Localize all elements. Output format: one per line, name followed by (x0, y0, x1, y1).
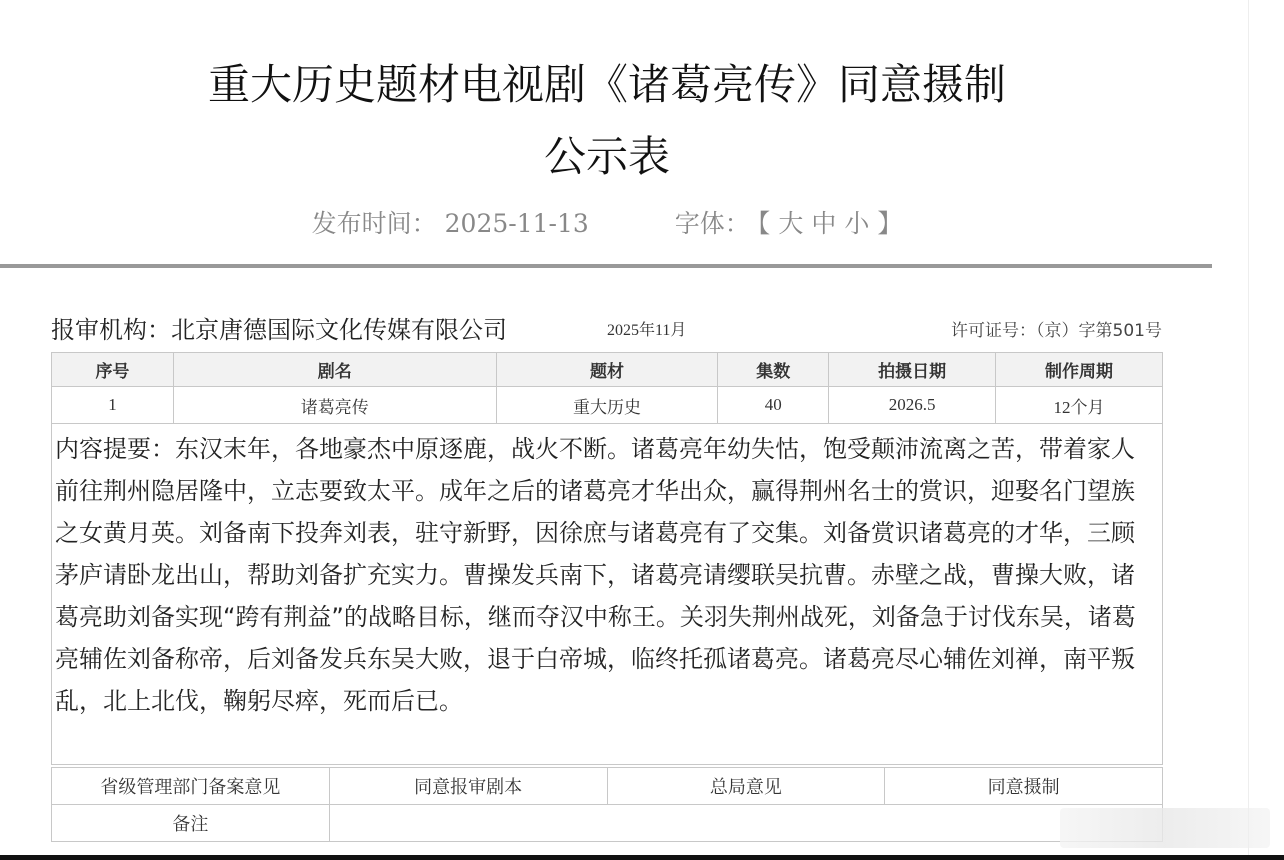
header-cell: 制作周期 (996, 353, 1163, 387)
header-cell: 剧名 (173, 353, 496, 387)
table-header-row (52, 353, 1163, 387)
font-bracket-close: 】 (877, 209, 903, 238)
table-row (52, 768, 1163, 805)
font-small-link[interactable]: 小 (844, 209, 870, 238)
license-number: 许可证号：（京）字第501号 (951, 321, 1162, 341)
publish-date: 2025-11-13 (444, 209, 589, 238)
font-bracket-open: 【 (757, 209, 771, 238)
publish-label: 发布时间： (311, 209, 437, 238)
submitting-organization: 报审机构：北京唐德国际文化传媒有限公司 (51, 316, 507, 344)
table-cell: 1 (52, 387, 174, 424)
table-cell: 2026.5 (829, 387, 996, 424)
approval-table (51, 352, 1163, 765)
meta-line (0, 204, 1214, 240)
font-large-link[interactable]: 大 (778, 209, 804, 238)
remarks-value (329, 805, 1162, 842)
bureau-value: 同意摄制 (885, 768, 1163, 805)
submission-month: 2025年11月 (607, 322, 687, 339)
content-summary: 内容提要：东汉末年，各地豪杰中原逐鹿，战火不断。诸葛亮年幼失怙，饱受颠沛流离之苦，带着家人前往荆州隐居隆中，立志要致太平。成年之后的诸葛亮才华出众，赢得荆州名士的赏识，迎娶名门望族之女黄月英。刘备南下投奔刘表，驻守新野，因徐庶与诸葛亮有了交集。刘备赏识诸葛亮的才华，三顾茅庐请卧龙出山，帮助刘备扩充实力。曹操发兵南下，诸葛亮请缨联吴抗曹。赤壁之战，曹操大败，诸葛亮助刘备实现“跨有荆益”的战略目标，继而夺汉中称王。关羽失荆州战死，刘备急于讨伐东吴，诸葛亮辅佐刘备称帝，后刘备发兵东吴大败，退于白帝城，临终托孤诸葛亮。诸葛亮尽心辅佐刘禅，南平叛乱，北上北伐，鞠躬尽瘁，死而后已。 (52, 424, 1163, 765)
font-medium-link[interactable]: 中 (811, 209, 837, 238)
font-size-label: 字体： (674, 209, 750, 238)
bottom-bar (0, 855, 1284, 860)
table-cell: 诸葛亮传 (173, 387, 496, 424)
page-subtitle: 公示表 (543, 132, 670, 181)
watermark (1060, 808, 1270, 848)
provincial-value: 同意报审剧本 (329, 768, 607, 805)
table-cell: 12个月 (996, 387, 1163, 424)
opinion-table (51, 767, 1163, 842)
page-title: 重大历史题材电视剧《诸葛亮传》同意摄制 (207, 60, 1006, 109)
table-row (52, 387, 1163, 424)
page-edge (1248, 0, 1249, 855)
header-cell: 集数 (718, 353, 829, 387)
table-cell: 40 (718, 387, 829, 424)
bureau-label: 总局意见 (607, 768, 885, 805)
provincial-label: 省级管理部门备案意见 (52, 768, 330, 805)
table-row (52, 805, 1163, 842)
header-cell: 序号 (52, 353, 174, 387)
header-cell: 题材 (496, 353, 718, 387)
divider (0, 264, 1212, 268)
table-cell: 重大历史 (496, 387, 718, 424)
remarks-label: 备注 (52, 805, 330, 842)
header-cell: 拍摄日期 (829, 353, 996, 387)
